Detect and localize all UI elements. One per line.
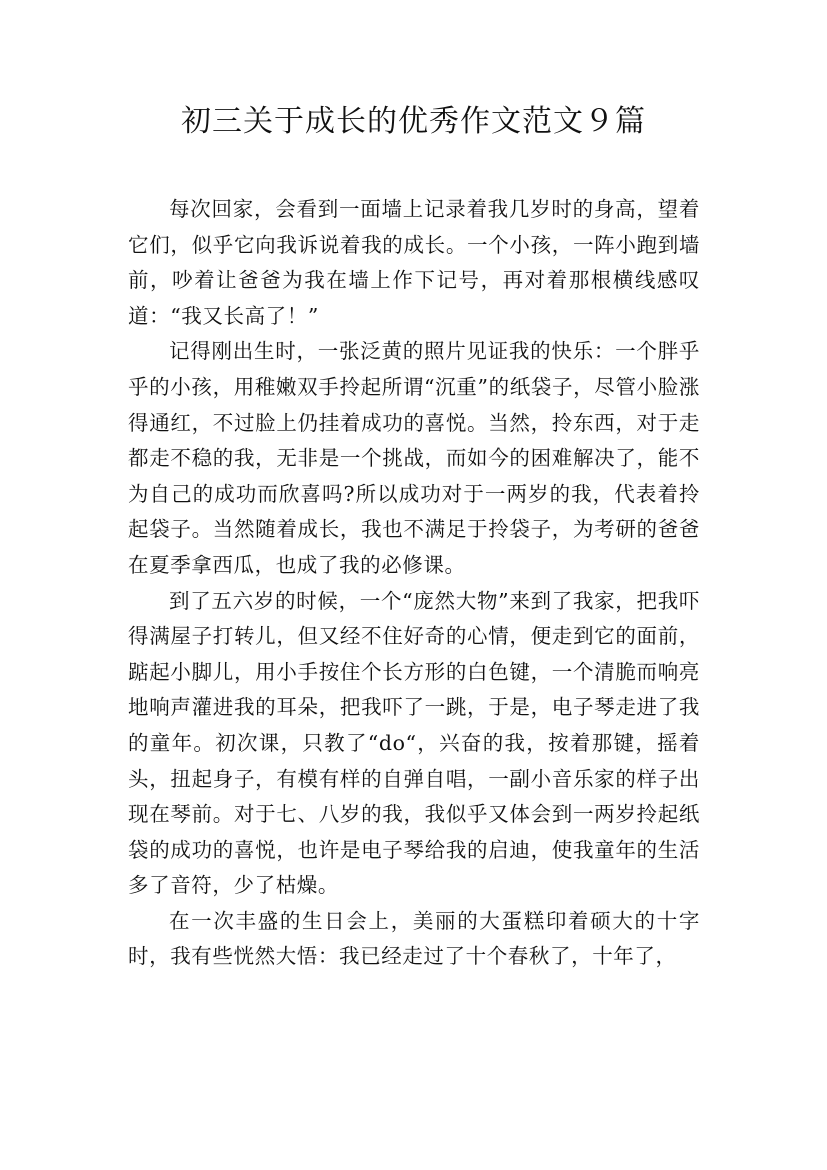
paragraph: 记得刚出生时，一张泛黄的照片见证我的快乐：一个胖乎乎的小孩，用稚嫩双手拎起所谓“沉重”的纸袋子，尽管小脸涨得通红，不过脸上仍挂着成功的喜悦。当然，拎东西，对于走都走不稳的我，无非是一个挑战，而如今的困难解决了，能不为自己的成功而欣喜吗?所以成功对于一两岁的我，代表着拎起袋子。当然随着成长，我也不满足于拎袋子，为考研的爸爸在夏季拿西瓜，也成了我的必修课。 bbox=[128, 339, 700, 577]
paragraph: 每次回家，会看到一面墙上记录着我几岁时的身高，望着它们，似乎它向我诉说着我的成长。一个小孩，一阵小跑到墙前，吵着让爸爸为我在墙上作下记号，再对着那根横线感叹道：“我又长高了！” bbox=[128, 197, 700, 328]
document-title: 初三关于成长的优秀作文范文９篇 bbox=[181, 104, 646, 139]
document-body bbox=[128, 192, 700, 975]
paragraph: 到了五六岁的时候，一个“庞然大物”来到了我家，把我吓得满屋子打转儿，但又经不住好奇的心情，便走到它的面前，踮起小脚儿，用小手按住个长方形的白色键，一个清脆而响亮地响声灌进我的耳朵，把我吓了一跳，于是，电子琴走进了我的童年。初次课，只教了“do“，兴奋的我，按着那键，摇着头，扭起身子，有模有样的自弹自唱，一副小音乐家的样子出现在琴前。对于七、八岁的我，我似乎又体会到一两岁拎起纸袋的成功的喜悦，也许是电子琴给我的启迪，使我童年的生活多了音符，少了枯燥。 bbox=[128, 588, 700, 898]
paragraph: 在一次丰盛的生日会上，美丽的大蛋糕印着硕大的十字时，我有些恍然大悟：我已经走过了十个春秋了，十年了， bbox=[128, 908, 700, 969]
